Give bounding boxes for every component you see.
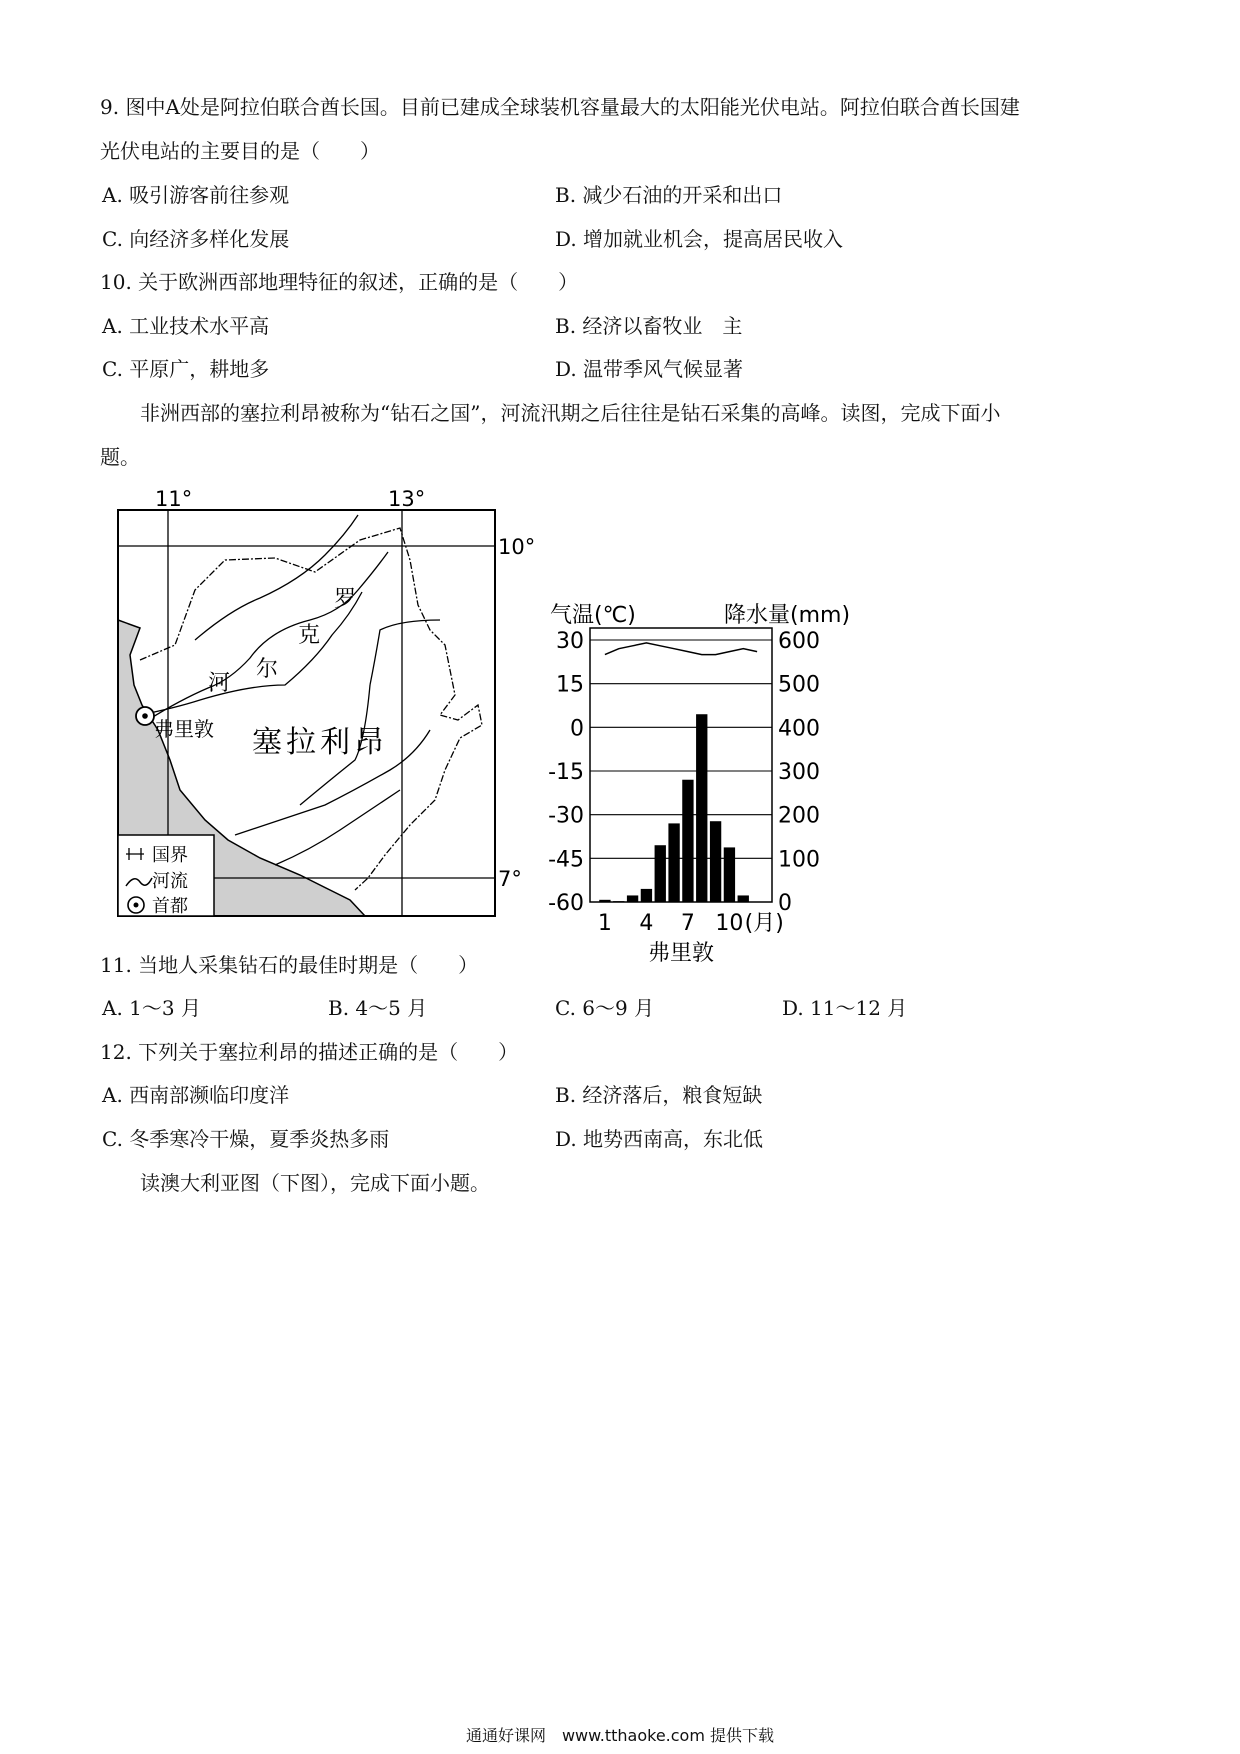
legend-river-label: 河流: [152, 871, 188, 892]
left-tick-label: -30: [548, 803, 584, 829]
precipitation-bar: [724, 847, 735, 902]
left-tick-label: -45: [548, 847, 584, 873]
q12-option-c: C. 冬季寒冷干燥，夏季炎热多雨: [102, 1127, 390, 1151]
q9-option-a: A. 吸引游客前往参观: [102, 183, 290, 207]
x-tick-label: 10: [715, 911, 744, 936]
left-tick-label: 30: [556, 629, 584, 654]
q11-option-d: D. 11～12 月: [782, 996, 908, 1020]
lon-label-left: 11°: [155, 487, 193, 511]
lat-label-top: 10°: [498, 535, 536, 559]
q9-option-d: D. 增加就业机会，提高居民收入: [555, 227, 844, 251]
river-rokel-lower: [140, 592, 362, 715]
river-name-char-4: 河: [208, 671, 231, 696]
precipitation-bar: [738, 895, 749, 902]
temperature-line: [605, 643, 757, 655]
q9-option-c: C. 向经济多样化发展: [102, 227, 290, 251]
precipitation-bar: [668, 823, 679, 902]
left-tick-label: 15: [556, 672, 584, 698]
q10-option-d: D. 温带季风气候显著: [555, 357, 744, 381]
q9-stem-line2: 光伏电站的主要目的是（ ）: [100, 139, 380, 163]
country-name: 塞拉利昂: [252, 725, 388, 760]
precipitation-bar: [641, 889, 652, 902]
legend-capital-label: 首都: [152, 896, 188, 917]
precipitation-bar: [613, 901, 624, 902]
river-southeast: [275, 790, 400, 865]
q12-option-a: A. 西南部濒临印度洋: [102, 1083, 290, 1107]
intro-line2: 题。: [100, 445, 140, 469]
river-name-char-3: 尔: [256, 657, 279, 682]
right-tick-label: 100: [778, 847, 820, 873]
precipitation-bar: [627, 895, 638, 902]
river-name-char-1: 罗: [334, 587, 357, 612]
x-tick-label: 7: [680, 911, 695, 936]
left-tick-label: 0: [570, 716, 584, 742]
q11-stem: 11. 当地人采集钻石的最佳时期是（ ）: [100, 953, 479, 977]
q10-option-b: B. 经济以畜牧业 主: [555, 314, 743, 338]
q11-option-a: A. 1～3 月: [102, 996, 201, 1020]
q12-stem: 12. 下列关于塞拉利昂的描述正确的是（ ）: [100, 1040, 519, 1064]
precipitation-bar: [599, 900, 610, 902]
right-tick-label: 200: [778, 803, 820, 829]
precipitation-bar: [682, 780, 693, 902]
q12-option-d: D. 地势西南高，东北低: [555, 1127, 764, 1151]
river-rokel: [148, 552, 388, 720]
capital-name: 弗里敦: [154, 717, 214, 741]
q11-option-b: B. 4～5 月: [328, 996, 428, 1020]
q9-stem-line1: 9. 图中A处是阿拉伯联合酋长国。目前已建成全球装机容量最大的太阳能光伏电站。阿拉伯联合酋长国建: [100, 95, 1020, 119]
lat-label-bottom: 7°: [498, 867, 522, 891]
legend-border-label: 国界: [152, 845, 188, 866]
river-name-char-2: 克: [298, 623, 321, 648]
page-footer: 通通好课网 www.tthaoke.com 提供下载: [465, 1726, 775, 1745]
intro-line1: 非洲西部的塞拉利昂被称为“钻石之国”，河流汛期之后往往是钻石采集的高峰。读图，完成下面小: [140, 401, 1001, 425]
q12-option-b: B. 经济落后，粮食短缺: [555, 1083, 763, 1107]
x-unit-label: (月): [744, 911, 784, 936]
right-tick-label: 300: [778, 760, 820, 785]
precipitation-bar: [710, 821, 721, 902]
x-tick-label: 1: [597, 911, 612, 936]
q10-stem: 10. 关于欧洲西部地理特征的叙述，正确的是（ ）: [100, 270, 579, 294]
precipitation-bar: [696, 714, 707, 902]
right-tick-label: 600: [778, 629, 820, 654]
x-tick-label: 4: [639, 911, 654, 936]
right-tick-label: 500: [778, 672, 820, 698]
legend-capital-icon-dot: [134, 903, 139, 908]
right-axis-label: 降水量(mm): [724, 603, 851, 628]
river-north: [195, 515, 358, 640]
q10-option-a: A. 工业技术水平高: [102, 314, 270, 338]
station-name: 弗里敦: [647, 941, 715, 966]
left-tick-label: -15: [548, 760, 584, 785]
freetown-climate-chart: [540, 588, 860, 1033]
sierra-leone-map: [100, 480, 540, 925]
q9-option-b: B. 减少石油的开采和出口: [555, 183, 783, 207]
left-axis-label: 气温(℃): [550, 603, 636, 628]
capital-symbol-dot: [142, 713, 148, 719]
left-tick-label: -60: [548, 891, 584, 916]
right-tick-label: 400: [778, 716, 820, 742]
australia-intro: 读澳大利亚图（下图），完成下面小题。: [140, 1171, 490, 1195]
q11-option-c: C. 6～9 月: [555, 996, 655, 1020]
chart-frame: [590, 628, 772, 902]
right-tick-label: 0: [778, 891, 792, 916]
lon-label-right: 13°: [388, 487, 426, 511]
precipitation-bar: [655, 845, 666, 902]
q10-option-c: C. 平原广，耕地多: [102, 357, 270, 381]
